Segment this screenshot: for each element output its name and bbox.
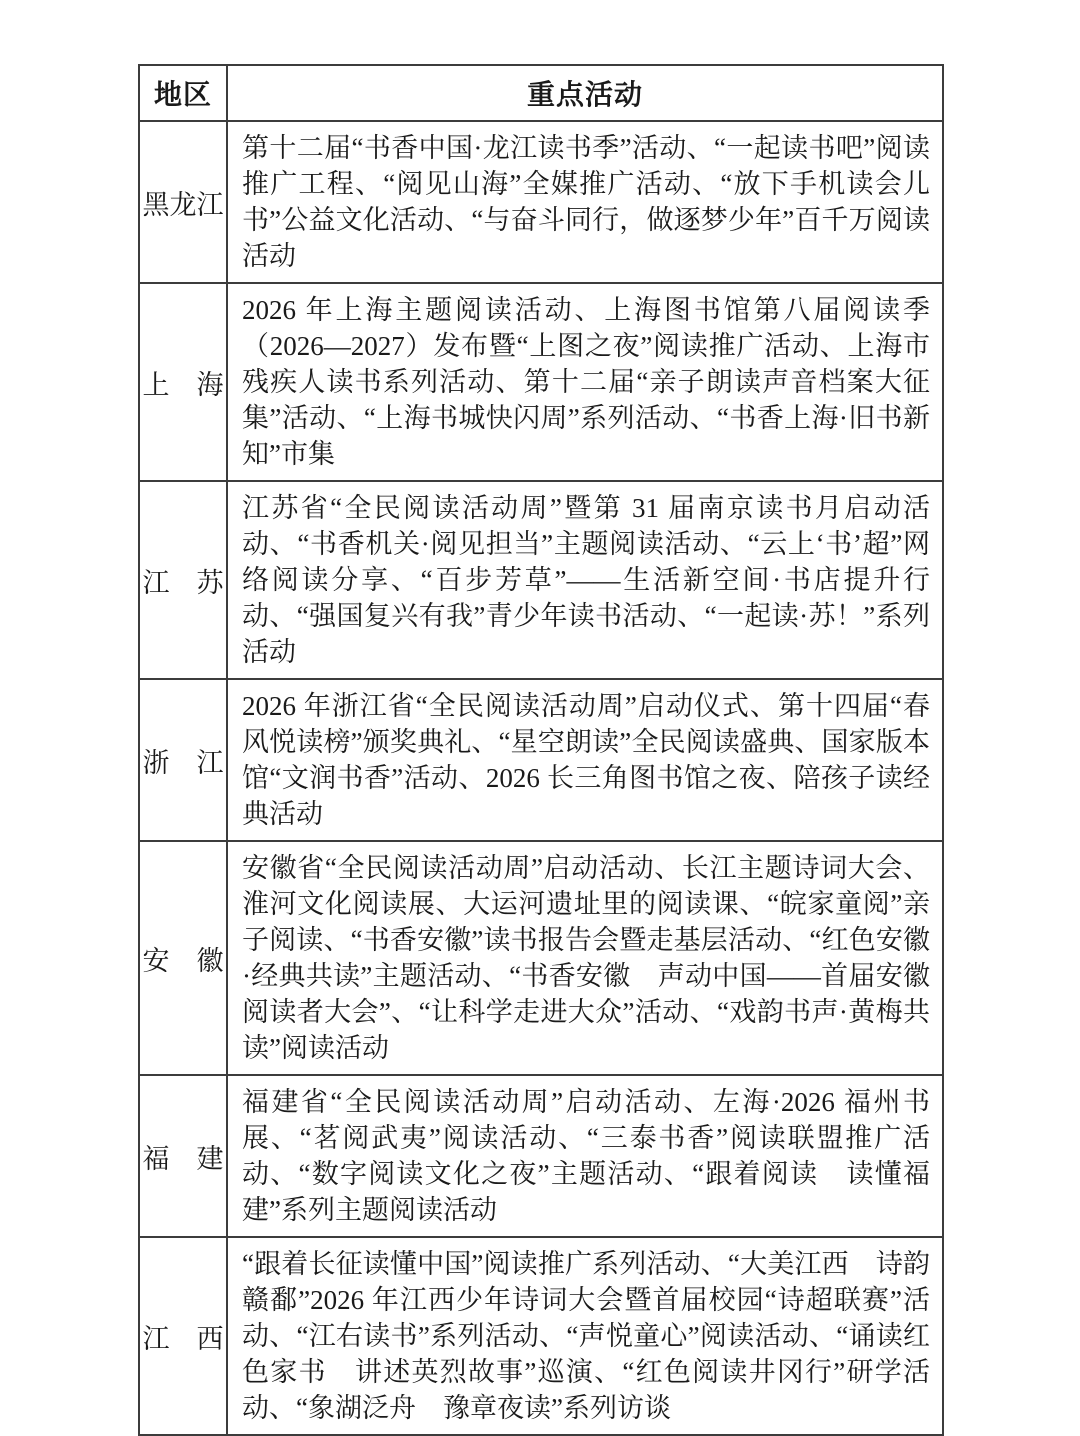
region-column-header: 地区 [139, 65, 227, 121]
table-row [139, 121, 943, 283]
region-cell: 上 海 [139, 283, 227, 481]
activities-cell: 2026 年浙江省“全民阅读活动周”启动仪式、第十四届“春风悦读榜”颁奖典礼、“星空朗读”全民阅读盛典、国家版本馆“文润书香”活动、2026 长三角图书馆之夜、陪孩子读经典活动 [227, 679, 943, 841]
region-cell: 黑龙江 [139, 121, 227, 283]
table-row [139, 283, 943, 481]
region-cell: 浙 江 [139, 679, 227, 841]
activities-cell: 第十二届“书香中国·龙江读书季”活动、“一起读书吧”阅读推广工程、“阅见山海”全媒推广活动、“放下手机读会儿书”公益文化活动、“与奋斗同行，做逐梦少年”百千万阅读活动 [227, 121, 943, 283]
table-row [139, 1237, 943, 1435]
region-cell: 江 西 [139, 1237, 227, 1435]
table-body [139, 121, 943, 1435]
activities-column-header: 重点活动 [227, 65, 943, 121]
table-row [139, 1075, 943, 1237]
activities-cell: 福建省“全民阅读活动周”启动活动、左海·2026 福州书展、“茗阅武夷”阅读活动、“三泰书香”阅读联盟推广活动、“数字阅读文化之夜”主题活动、“跟着阅读 读懂福建”系列主题阅读活动 [227, 1075, 943, 1237]
activities-cell: 2026 年上海主题阅读活动、上海图书馆第八届阅读季（2026—2027）发布暨“上图之夜”阅读推广活动、上海市残疾人读书系列活动、第十二届“亲子朗读声音档案大征集”活动、“上海书城快闪周”系列活动、“书香上海·旧书新知”市集 [227, 283, 943, 481]
table-row [139, 841, 943, 1075]
activities-cell: “跟着长征读懂中国”阅读推广系列活动、“大美江西 诗韵赣鄱”2026 年江西少年诗词大会暨首届校园“诗超联赛”活动、“江右读书”系列活动、“声悦童心”阅读活动、“诵读红色家书 讲述英烈故事”巡演、“红色阅读井冈行”研学活动、“象湖泛舟 豫章夜读”系列访谈 [227, 1237, 943, 1435]
table-header [139, 65, 943, 121]
header-row [139, 65, 943, 121]
table-row [139, 679, 943, 841]
activities-cell: 安徽省“全民阅读活动周”启动活动、长江主题诗词大会、淮河文化阅读展、大运河遗址里的阅读课、“皖家童阅”亲子阅读、“书香安徽”读书报告会暨走基层活动、“红色安徽·经典共读”主题活动、“书香安徽 声动中国——首届安徽阅读者大会”、“让科学走进大众”活动、“戏韵书声·黄梅共读”阅读活动 [227, 841, 943, 1075]
region-cell: 福 建 [139, 1075, 227, 1237]
activities-cell: 江苏省“全民阅读活动周”暨第 31 届南京读书月启动活动、“书香机关·阅见担当”主题阅读活动、“云上‘书’超”网络阅读分享、“百步芳草”——生活新空间·书店提升行动、“强国复兴有我”青少年读书活动、“一起读·苏！”系列活动 [227, 481, 943, 679]
table-row [139, 481, 943, 679]
region-cell: 江 苏 [139, 481, 227, 679]
region-cell: 安 徽 [139, 841, 227, 1075]
activities-table [138, 64, 944, 1436]
